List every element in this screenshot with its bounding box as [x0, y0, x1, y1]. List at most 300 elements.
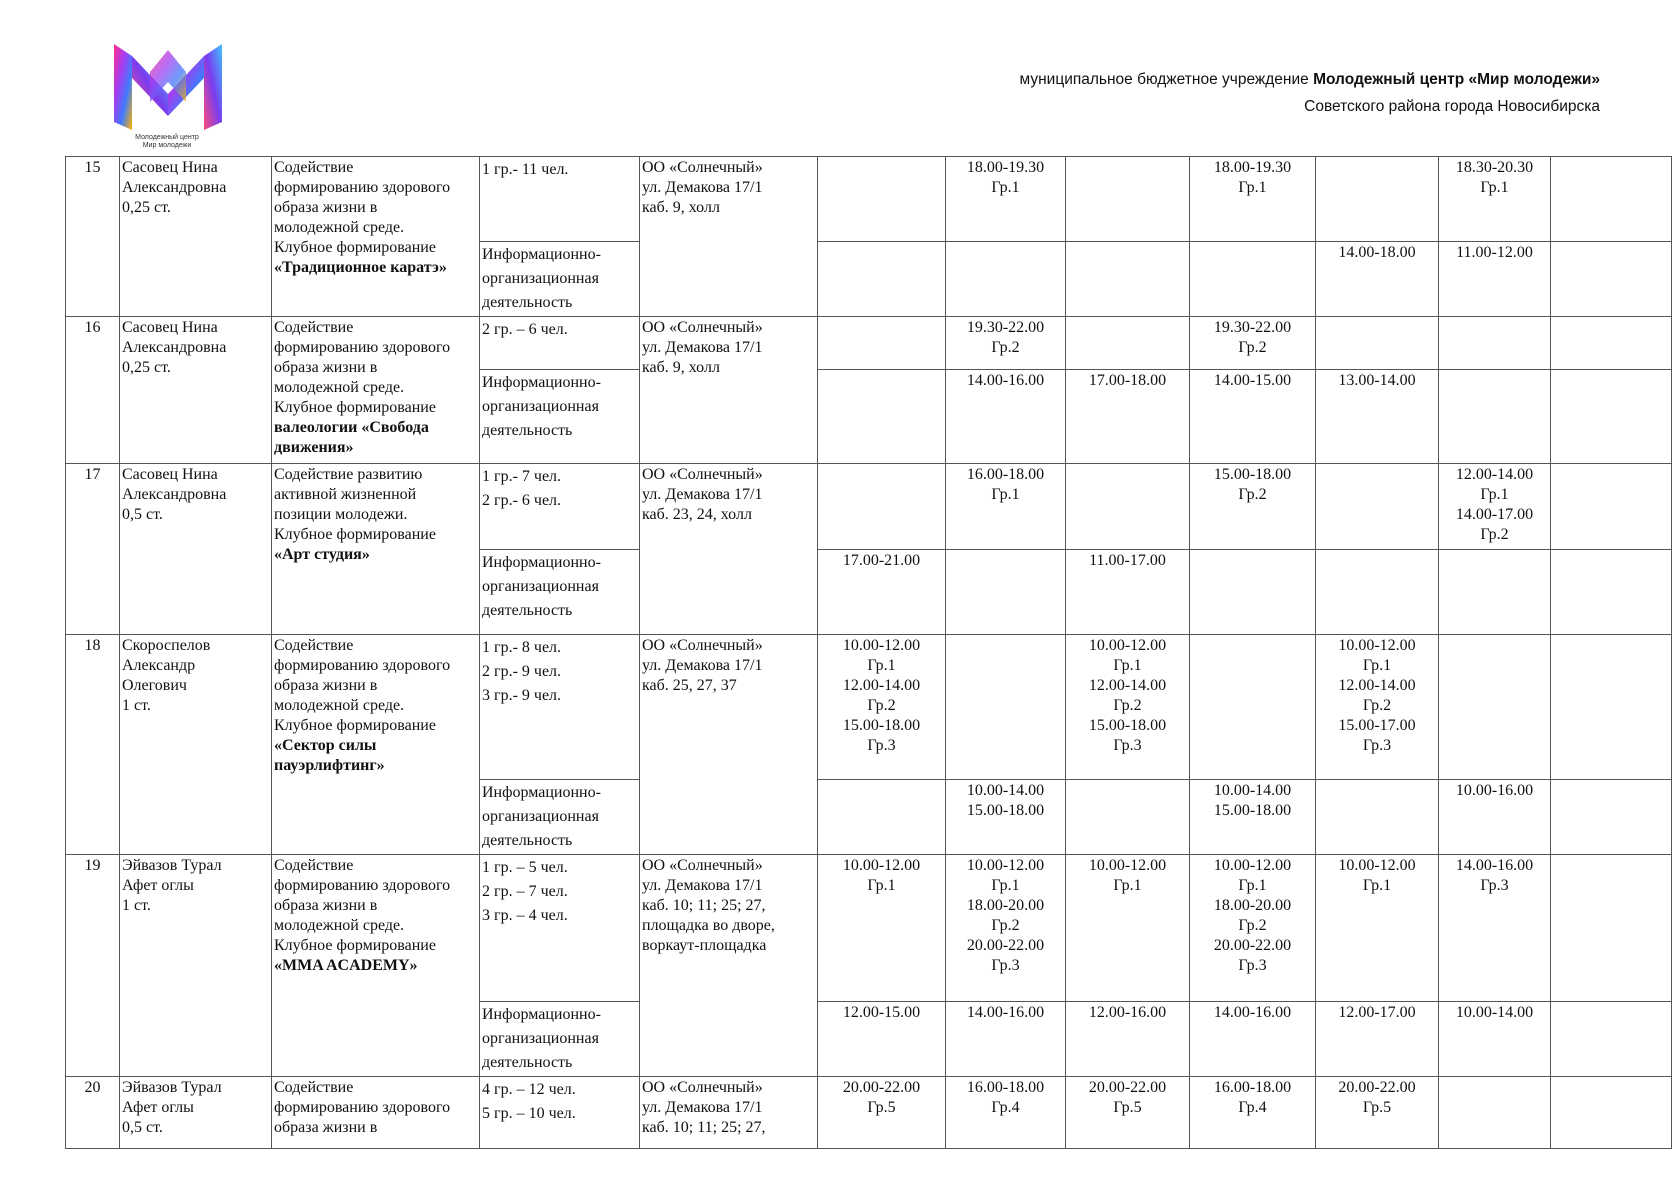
- cell-line: 0,5 ст.: [122, 1119, 163, 1136]
- time-slot: [1551, 855, 1672, 1002]
- schedule-table: [65, 156, 1672, 1149]
- cell-line: Содействие: [274, 857, 354, 874]
- cell-line: деятельность: [482, 1054, 573, 1071]
- cell-line: деятельность: [482, 602, 573, 619]
- cell-line: формированию здорового: [274, 1099, 451, 1116]
- schedule-body: [66, 157, 1672, 1149]
- table-row: [66, 157, 1672, 242]
- location-cell: [640, 855, 818, 1077]
- cell-line: 1 ст.: [122, 697, 151, 714]
- cell-line: Александровна: [122, 339, 227, 356]
- location-cell: [640, 157, 818, 317]
- time-slot: [1551, 1077, 1672, 1149]
- cell-line: деятельность: [482, 422, 573, 439]
- time-slot: [946, 550, 1066, 635]
- time-slot: [1439, 550, 1551, 635]
- cell-line: 4 гр. – 12 чел.: [482, 1081, 576, 1098]
- org-line-1: муниципальное бюджетное учреждение Молодежный центр «Мир молодежи»: [1019, 71, 1600, 88]
- time-slot: [818, 370, 946, 464]
- club-name: «Сектор силы пауэрлифтинг»: [274, 737, 385, 774]
- row-number: 16: [66, 317, 120, 464]
- cell-line: образа жизни в: [274, 897, 378, 914]
- time-slot: [1551, 464, 1672, 550]
- time-slot: [1066, 550, 1190, 635]
- cell-line: Информационно-: [482, 1006, 601, 1023]
- table-row: [66, 464, 1672, 550]
- cell-line: 15.00-18.00: [1088, 717, 1167, 734]
- cell-line: каб. 10; 11; 25; 27,: [642, 897, 766, 914]
- cell-line: 2 гр.- 9 чел.: [482, 663, 562, 680]
- time-slot: [1316, 157, 1439, 242]
- time-slot: [1439, 635, 1551, 780]
- cell-line: Гр.1: [1480, 486, 1509, 503]
- cell-line: 20.00-22.00: [966, 937, 1045, 954]
- time-slot: [1551, 1002, 1672, 1077]
- time-slot: [1316, 855, 1439, 1002]
- time-slot: [1439, 242, 1551, 317]
- cell-line: 1 гр.- 11 чел.: [482, 161, 569, 178]
- cell-line: воркаут-площадка: [642, 937, 767, 954]
- location-cell: [640, 464, 818, 635]
- cell-line: образа жизни в: [274, 677, 378, 694]
- logo-caption: Молодежный центр Мир молодежи: [135, 134, 199, 149]
- time-slot: [818, 855, 946, 1002]
- cell-line: 16.00-18.00: [1213, 1079, 1292, 1096]
- cell-line: образа жизни в: [274, 359, 378, 376]
- cell-line: организационная: [482, 808, 599, 825]
- cell-line: 14.00-16.00: [966, 372, 1045, 389]
- cell-line: 18.00-19.30: [1213, 159, 1292, 176]
- cell-line: Олегович: [122, 677, 187, 694]
- activity-description: [272, 157, 480, 317]
- cell-line: 0,5 ст.: [122, 506, 163, 523]
- time-slot: [1439, 1002, 1551, 1077]
- cell-line: ул. Демакова 17/1: [642, 1099, 763, 1116]
- cell-line: 10.00-14.00: [1213, 782, 1292, 799]
- cell-line: 15.00-18.00: [966, 802, 1045, 819]
- cell-line: 19.30-22.00: [966, 319, 1045, 336]
- cell-line: Эйвазов Турал: [122, 1079, 222, 1096]
- time-slot: [946, 1002, 1066, 1077]
- cell-line: каб. 9, холл: [642, 199, 720, 216]
- leader-cell: [120, 317, 272, 464]
- cell-line: 10.00-16.00: [1455, 782, 1534, 799]
- club-name: валеологии «Свобода движения»: [274, 419, 429, 456]
- cell-line: 12.00-14.00: [842, 677, 921, 694]
- time-slot: [1439, 464, 1551, 550]
- table-row: [66, 635, 1672, 780]
- cell-line: 10.00-12.00: [842, 637, 921, 654]
- cell-line: ОО «Солнечный»: [642, 637, 763, 654]
- groups-cell: [480, 635, 640, 780]
- time-slot: [1066, 780, 1190, 855]
- time-slot: [1190, 157, 1316, 242]
- cell-line: Информационно-: [482, 784, 601, 801]
- club-name: «MMA ACADEMY»: [274, 957, 418, 974]
- time-slot: [1066, 635, 1190, 780]
- cell-line: Гр.3: [1480, 877, 1509, 894]
- row-number: 20: [66, 1077, 120, 1149]
- logo: [112, 42, 224, 152]
- cell-line: позиции молодежи.: [274, 506, 408, 523]
- time-slot: [1190, 242, 1316, 317]
- cell-line: 13.00-14.00: [1338, 372, 1416, 389]
- cell-line: Гр.5: [1113, 1099, 1142, 1116]
- cell-line: молодежной среде.: [274, 697, 405, 714]
- time-slot: [1066, 242, 1190, 317]
- leader-cell: [120, 157, 272, 317]
- groups-cell: [480, 855, 640, 1002]
- cell-line: образа жизни в: [274, 1119, 378, 1136]
- time-slot: [1551, 780, 1672, 855]
- cell-line: 10.00-14.00: [966, 782, 1045, 799]
- time-slot: [1551, 157, 1672, 242]
- cell-line: 10.00-14.00: [1455, 1004, 1534, 1021]
- cell-line: 20.00-22.00: [1338, 1079, 1416, 1096]
- time-slot: [1190, 550, 1316, 635]
- time-slot: [1066, 317, 1190, 370]
- cell-line: 20.00-22.00: [842, 1079, 921, 1096]
- cell-line: каб. 10; 11; 25; 27,: [642, 1119, 766, 1136]
- cell-line: каб. 23, 24, холл: [642, 506, 752, 523]
- cell-line: Гр.1: [991, 877, 1020, 894]
- cell-line: ОО «Солнечный»: [642, 319, 763, 336]
- cell-line: ул. Демакова 17/1: [642, 179, 763, 196]
- cell-line: организационная: [482, 270, 599, 287]
- cell-line: 20.00-22.00: [1213, 937, 1292, 954]
- groups-cell: [480, 1077, 640, 1149]
- time-slot: [1190, 370, 1316, 464]
- club-name: «Арт студия»: [274, 546, 370, 563]
- cell-line: 19.30-22.00: [1213, 319, 1292, 336]
- row-number: 19: [66, 855, 120, 1077]
- cell-line: Александровна: [122, 486, 227, 503]
- cell-line: 15.00-18.00: [1213, 802, 1292, 819]
- cell-line: ул. Демакова 17/1: [642, 486, 763, 503]
- info-activity-cell: [480, 780, 640, 855]
- row-number: 15: [66, 157, 120, 317]
- cell-line: 15.00-18.00: [1213, 466, 1292, 483]
- cell-line: 0,25 ст.: [122, 359, 171, 376]
- cell-line: Гр.5: [1362, 1099, 1392, 1116]
- cell-line: 18.00-20.00: [1213, 897, 1292, 914]
- cell-line: 14.00-18.00: [1338, 244, 1416, 261]
- info-activity-cell: [480, 370, 640, 464]
- cell-line: 18.00-20.00: [966, 897, 1045, 914]
- org-line-2: Советского района города Новосибирска: [1304, 98, 1600, 115]
- organization-header: [1020, 66, 1600, 120]
- cell-line: 17.00-18.00: [1088, 372, 1167, 389]
- location-cell: [640, 1077, 818, 1149]
- info-activity-cell: [480, 550, 640, 635]
- cell-line: 12.00-17.00: [1338, 1004, 1416, 1021]
- time-slot: [818, 157, 946, 242]
- cell-line: 10.00-12.00: [966, 857, 1045, 874]
- time-slot: [946, 157, 1066, 242]
- time-slot: [1316, 242, 1439, 317]
- cell-line: Гр.1: [1238, 877, 1267, 894]
- cell-line: 14.00-16.00: [966, 1004, 1045, 1021]
- time-slot: [1551, 635, 1672, 780]
- table-row: [66, 855, 1672, 1002]
- activity-description: [272, 317, 480, 464]
- club-name: «Традиционное каратэ»: [274, 259, 447, 276]
- time-slot: [818, 635, 946, 780]
- time-slot: [1316, 1077, 1439, 1149]
- time-slot: [1316, 550, 1439, 635]
- cell-line: Гр.1: [867, 877, 896, 894]
- cell-line: Содействие развитию: [274, 466, 423, 483]
- time-slot: [1190, 780, 1316, 855]
- cell-line: 10.00-12.00: [1338, 637, 1416, 654]
- cell-line: Гр.1: [1362, 657, 1392, 674]
- cell-line: 12.00-14.00: [1338, 677, 1416, 694]
- cell-line: Гр.3: [867, 737, 896, 754]
- cell-line: Клубное формирование: [274, 717, 436, 734]
- time-slot: [818, 780, 946, 855]
- time-slot: [946, 317, 1066, 370]
- leader-cell: [120, 464, 272, 635]
- time-slot: [1439, 157, 1551, 242]
- time-slot: [1190, 1002, 1316, 1077]
- cell-line: Клубное формирование: [274, 937, 436, 954]
- cell-line: Гр.1: [991, 486, 1020, 503]
- cell-line: Гр.2: [867, 697, 896, 714]
- time-slot: [1551, 317, 1672, 370]
- cell-line: Гр.2: [1238, 339, 1267, 356]
- time-slot: [1439, 370, 1551, 464]
- cell-line: 12.00-16.00: [1088, 1004, 1167, 1021]
- table-row: [66, 317, 1672, 370]
- location-cell: [640, 635, 818, 855]
- groups-cell: [480, 157, 640, 242]
- cell-line: Гр.1: [1362, 877, 1392, 894]
- cell-line: Гр.1: [1480, 179, 1509, 196]
- time-slot: [1439, 855, 1551, 1002]
- time-slot: [1066, 370, 1190, 464]
- groups-cell: [480, 317, 640, 370]
- time-slot: [1066, 1077, 1190, 1149]
- time-slot: [1066, 1002, 1190, 1077]
- cell-line: Содействие: [274, 159, 354, 176]
- cell-line: Гр.2: [1480, 526, 1509, 543]
- cell-line: ОО «Солнечный»: [642, 159, 763, 176]
- cell-line: формированию здорового: [274, 877, 451, 894]
- activity-description: [272, 635, 480, 855]
- cell-line: Гр.2: [1113, 697, 1142, 714]
- cell-line: Гр.1: [867, 657, 896, 674]
- cell-line: Гр.4: [991, 1099, 1020, 1116]
- time-slot: [946, 780, 1066, 855]
- cell-line: Александровна: [122, 179, 227, 196]
- row-number: 17: [66, 464, 120, 635]
- time-slot: [1066, 157, 1190, 242]
- cell-line: 1 гр.- 7 чел.: [482, 468, 562, 485]
- time-slot: [1190, 464, 1316, 550]
- time-slot: [818, 242, 946, 317]
- time-slot: [1316, 780, 1439, 855]
- time-slot: [1066, 464, 1190, 550]
- cell-line: Информационно-: [482, 246, 601, 263]
- cell-line: Клубное формирование: [274, 399, 436, 416]
- time-slot: [818, 1077, 946, 1149]
- leader-cell: [120, 855, 272, 1077]
- cell-line: молодежной среде.: [274, 917, 405, 934]
- cell-line: 14.00-17.00: [1455, 506, 1534, 523]
- activity-description: [272, 855, 480, 1077]
- cell-line: 0,25 ст.: [122, 199, 171, 216]
- time-slot: [1190, 317, 1316, 370]
- info-activity-cell: [480, 242, 640, 317]
- cell-line: 10.00-12.00: [842, 857, 921, 874]
- cell-line: 10.00-12.00: [1213, 857, 1292, 874]
- time-slot: [818, 317, 946, 370]
- cell-line: 12.00-15.00: [842, 1004, 921, 1021]
- cell-line: ул. Демакова 17/1: [642, 877, 763, 894]
- time-slot: [818, 550, 946, 635]
- cell-line: 18.30-20.30: [1455, 159, 1534, 176]
- cell-line: 12.00-14.00: [1088, 677, 1167, 694]
- time-slot: [1551, 242, 1672, 317]
- activity-description: [272, 1077, 480, 1149]
- cell-line: Гр.1: [1238, 179, 1267, 196]
- cell-line: Гр.3: [991, 957, 1020, 974]
- cell-line: 10.00-12.00: [1338, 857, 1416, 874]
- cell-line: каб. 25, 27, 37: [642, 677, 737, 694]
- cell-line: 1 гр.- 8 чел.: [482, 639, 562, 656]
- activity-description: [272, 464, 480, 635]
- cell-line: молодежной среде.: [274, 219, 405, 236]
- cell-line: Клубное формирование: [274, 526, 436, 543]
- cell-line: Гр.3: [1362, 737, 1392, 754]
- cell-line: Содействие: [274, 1079, 354, 1096]
- cell-line: 11.00-17.00: [1089, 552, 1166, 569]
- time-slot: [818, 464, 946, 550]
- time-slot: [1316, 370, 1439, 464]
- cell-line: организационная: [482, 398, 599, 415]
- cell-line: активной жизненной: [274, 486, 417, 503]
- time-slot: [946, 855, 1066, 1002]
- cell-line: Гр.2: [1238, 917, 1267, 934]
- cell-line: ОО «Солнечный»: [642, 466, 763, 483]
- cell-line: Афет оглы: [122, 877, 194, 894]
- cell-line: Клубное формирование: [274, 239, 436, 256]
- cell-line: деятельность: [482, 832, 573, 849]
- cell-line: ОО «Солнечный»: [642, 1079, 763, 1096]
- cell-line: 5 гр. – 10 чел.: [482, 1105, 576, 1122]
- logo-mark: [112, 42, 224, 134]
- cell-line: организационная: [482, 1030, 599, 1047]
- cell-line: Гр.1: [1113, 657, 1142, 674]
- time-slot: [946, 370, 1066, 464]
- groups-cell: [480, 464, 640, 550]
- time-slot: [946, 464, 1066, 550]
- cell-line: Александр: [122, 657, 196, 674]
- cell-line: Содействие: [274, 319, 354, 336]
- cell-line: Гр.2: [1362, 697, 1392, 714]
- cell-line: Сасовец Нина: [122, 466, 218, 483]
- time-slot: [1190, 635, 1316, 780]
- cell-line: Скороспелов: [122, 637, 211, 654]
- cell-line: 18.00-19.30: [966, 159, 1045, 176]
- time-slot: [1439, 780, 1551, 855]
- cell-line: 14.00-15.00: [1213, 372, 1292, 389]
- time-slot: [1316, 1002, 1439, 1077]
- cell-line: 15.00-17.00: [1338, 717, 1416, 734]
- cell-line: 11.00-12.00: [1456, 244, 1533, 261]
- cell-line: Гр.1: [991, 179, 1020, 196]
- cell-line: Содействие: [274, 637, 354, 654]
- cell-line: 2 гр. – 6 чел.: [482, 321, 568, 338]
- cell-line: 10.00-12.00: [1088, 637, 1167, 654]
- cell-line: Гр.3: [1238, 957, 1267, 974]
- cell-line: 17.00-21.00: [842, 552, 921, 569]
- cell-line: ул. Демакова 17/1: [642, 339, 763, 356]
- cell-line: Гр.2: [991, 339, 1020, 356]
- cell-line: деятельность: [482, 294, 573, 311]
- cell-line: 2 гр.- 6 чел.: [482, 492, 562, 509]
- time-slot: [1316, 317, 1439, 370]
- time-slot: [1190, 855, 1316, 1002]
- cell-line: 14.00-16.00: [1455, 857, 1534, 874]
- cell-line: Сасовец Нина: [122, 159, 218, 176]
- cell-line: формированию здорового: [274, 179, 451, 196]
- cell-line: Гр.3: [1113, 737, 1142, 754]
- cell-line: Гр.2: [991, 917, 1020, 934]
- leader-cell: [120, 635, 272, 855]
- cell-line: формированию здорового: [274, 339, 451, 356]
- cell-line: 1 гр. – 5 чел.: [482, 859, 568, 876]
- table-row: [66, 1077, 1672, 1149]
- time-slot: [1551, 550, 1672, 635]
- cell-line: 2 гр. – 7 чел.: [482, 883, 568, 900]
- cell-line: Гр.2: [1238, 486, 1267, 503]
- cell-line: Эйвазов Турал: [122, 857, 222, 874]
- cell-line: молодежной среде.: [274, 379, 405, 396]
- cell-line: 15.00-18.00: [842, 717, 921, 734]
- cell-line: 10.00-12.00: [1088, 857, 1167, 874]
- cell-line: Сасовец Нина: [122, 319, 218, 336]
- time-slot: [1439, 317, 1551, 370]
- cell-line: каб. 9, холл: [642, 359, 720, 376]
- cell-line: Гр.4: [1238, 1099, 1267, 1116]
- cell-line: 3 гр.- 9 чел.: [482, 687, 562, 704]
- cell-line: Информационно-: [482, 554, 601, 571]
- cell-line: 16.00-18.00: [966, 466, 1045, 483]
- cell-line: формированию здорового: [274, 657, 451, 674]
- cell-line: 14.00-16.00: [1213, 1004, 1292, 1021]
- time-slot: [1439, 1077, 1551, 1149]
- cell-line: 12.00-14.00: [1455, 466, 1534, 483]
- time-slot: [1551, 370, 1672, 464]
- time-slot: [1316, 464, 1439, 550]
- cell-line: 20.00-22.00: [1088, 1079, 1167, 1096]
- row-number: 18: [66, 635, 120, 855]
- time-slot: [946, 635, 1066, 780]
- cell-line: Гр.1: [1113, 877, 1142, 894]
- time-slot: [1316, 635, 1439, 780]
- cell-line: Гр.5: [867, 1099, 896, 1116]
- time-slot: [1190, 1077, 1316, 1149]
- cell-line: образа жизни в: [274, 199, 378, 216]
- cell-line: ОО «Солнечный»: [642, 857, 763, 874]
- cell-line: Афет оглы: [122, 1099, 194, 1116]
- cell-line: организационная: [482, 578, 599, 595]
- time-slot: [946, 242, 1066, 317]
- leader-cell: [120, 1077, 272, 1149]
- cell-line: 16.00-18.00: [966, 1079, 1045, 1096]
- cell-line: площадка во дворе,: [642, 917, 775, 934]
